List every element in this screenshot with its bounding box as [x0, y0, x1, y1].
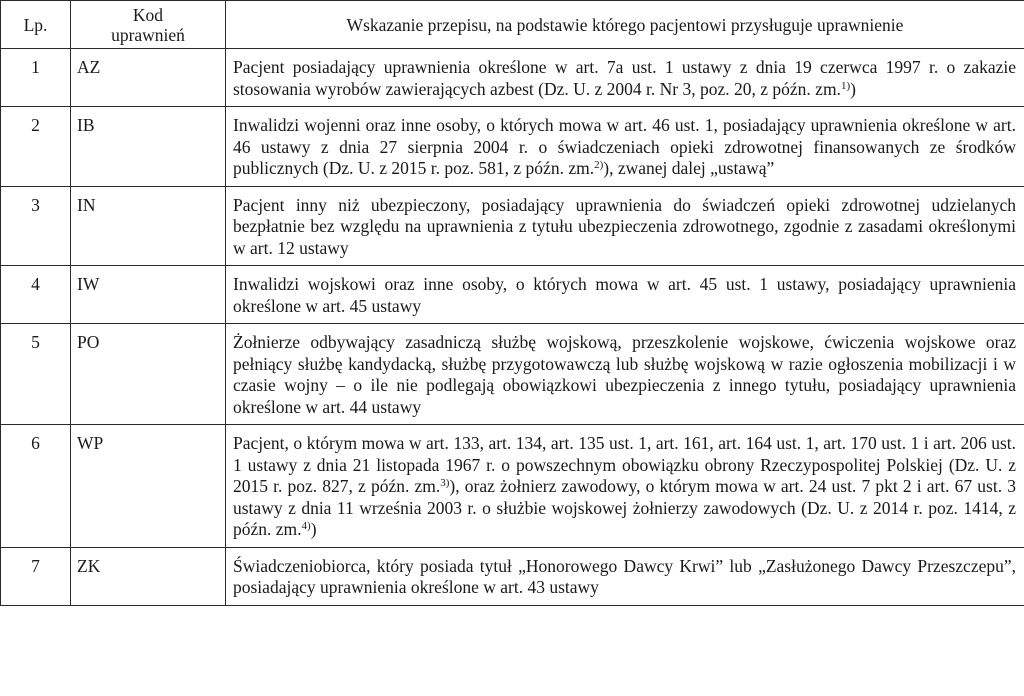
row-code: AZ — [71, 49, 226, 107]
table-row — [1, 547, 1024, 605]
desc-text: Pacjent posiadający uprawnienia określone w art. 7a ust. 1 ustawy z dnia 19 czerwca 1997 r. o zakazie stosowania wyrobów zawierających azbest (Dz. U. z 2004 r. Nr 3, poz. 20, z późn. zm. — [233, 57, 1016, 99]
desc-text: ) — [310, 519, 317, 539]
row-code: WP — [71, 425, 226, 548]
row-lp: 6 — [1, 425, 71, 548]
footnote-ref: 4) — [301, 520, 311, 532]
footnote-ref: 3) — [440, 477, 450, 489]
header-code-line2: uprawnień — [111, 24, 185, 45]
desc-text: ) — [850, 78, 856, 99]
desc-text: Inwalidzi wojenni oraz inne osoby, o których mowa w art. 46 ust. 1, posiadający uprawnienia określone w art. 46 ustawy z dnia 27 sierpnia 2004 r. o świadczeniach opieki zdrowotnej finansowanych ze środków publicznych (Dz. U. z 2015 r. poz. 581, z późn. zm. — [233, 115, 1016, 178]
table-row — [1, 49, 1024, 107]
row-code: IB — [71, 107, 226, 187]
row-description — [226, 324, 1024, 425]
row-code: PO — [71, 324, 226, 425]
desc-text: Żołnierze odbywający zasadniczą służbę wojskową, przeszkolenie wojskowe, ćwiczenia wojskowe oraz pełniący służbę kandydacką, służbę przygotowawczą lub służbę wojskową w razie ogłoszenia mobilizacji i w czasie wojny – o ile nie podlegają obowiązkowi ubezpieczenia z innego tytułu, posiadający uprawnienia określone w art. 44 ustawy — [233, 332, 1016, 417]
desc-text: ), zwanej dalej „ustawą” — [603, 158, 775, 178]
row-lp: 3 — [1, 186, 71, 266]
row-lp: 7 — [1, 547, 71, 605]
header-lp: Lp. — [1, 1, 71, 49]
row-description — [226, 266, 1024, 324]
row-lp: 2 — [1, 107, 71, 187]
row-lp: 4 — [1, 266, 71, 324]
row-description — [226, 425, 1024, 548]
row-description — [226, 107, 1024, 187]
row-code: IN — [71, 186, 226, 266]
table-row — [1, 425, 1024, 548]
footnote-ref: 1) — [840, 79, 851, 92]
desc-text: Pacjent inny niż ubezpieczony, posiadający uprawnienia do świadczeń opieki zdrowotnej udzielanych bezpłatnie bez względu na uprawnienia z tytułu ubezpieczenia zdrowotnego, zgodnie z zasadami określonymi w art. 12 ustawy — [233, 194, 1016, 258]
row-lp: 1 — [1, 49, 71, 107]
footnote-ref: 2) — [594, 159, 604, 171]
row-description — [226, 186, 1024, 266]
table-row — [1, 107, 1024, 187]
header-code — [71, 1, 226, 49]
table-row — [1, 324, 1024, 425]
header-row — [1, 1, 1024, 49]
desc-text: Świadczeniobiorca, który posiada tytuł „Honorowego Dawcy Krwi” lub „Zasłużonego Dawcy Przeszczepu”, posiadający uprawnienia określone w art. 43 ustawy — [233, 555, 1016, 597]
row-lp: 5 — [1, 324, 71, 425]
table-row — [1, 266, 1024, 324]
row-code: IW — [71, 266, 226, 324]
header-description: Wskazanie przepisu, na podstawie którego pacjentowi przysługuje uprawnienie — [226, 1, 1024, 49]
desc-text: ), oraz żołnierz zawodowy, o którym mowa w art. 24 ust. 7 pkt 2 i art. 67 ust. 3 ustawy z dnia 11 września 2003 r. o służbie wojskowej żołnierzy zawodowych (Dz. U. z 2014 r. poz. 1414, z późn. zm. — [233, 476, 1016, 539]
row-description — [226, 49, 1024, 107]
row-description — [226, 547, 1024, 605]
desc-text: Inwalidzi wojskowi oraz inne osoby, o których mowa w art. 45 ust. 1 ustawy, posiadający uprawnienia określone w art. 45 ustawy — [233, 274, 1016, 316]
header-code-line1: Kod — [132, 4, 164, 25]
table-row — [1, 186, 1024, 266]
row-code: ZK — [71, 547, 226, 605]
desc-text: Pacjent, o którym mowa w art. 133, art. 134, art. 135 ust. 1, art. 161, art. 164 ust. 1, art. 170 ust. 1 i art. 206 ust. 1 ustawy z dnia 21 listopada 1967 r. o powszechnym obowiązku obrony Rzeczypospolitej Polskiej (Dz. U. z 2015 r. poz. 827, z późn. zm. — [233, 433, 1016, 496]
